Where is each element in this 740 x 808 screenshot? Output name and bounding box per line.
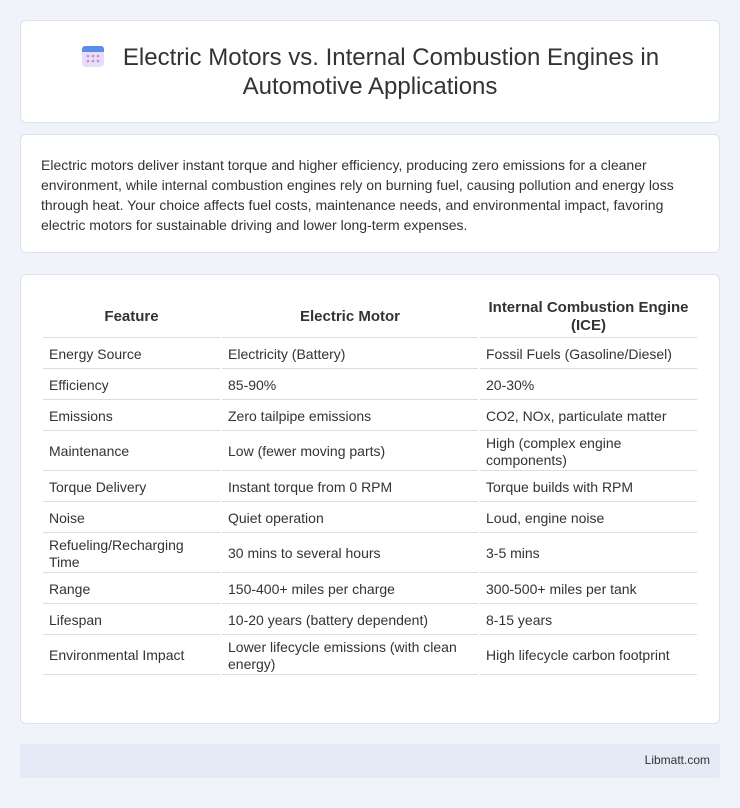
cell-ice: Fossil Fuels (Gasoline/Diesel) xyxy=(480,340,697,369)
cell-electric: Zero tailpipe emissions xyxy=(222,402,478,431)
table-row xyxy=(43,371,697,400)
cell-electric: Lower lifecycle emissions (with clean energy) xyxy=(222,637,478,675)
footer-site-link[interactable]: Libmatt.com xyxy=(644,753,710,767)
cell-ice: High lifecycle carbon footprint xyxy=(480,637,697,675)
cell-electric: Electricity (Battery) xyxy=(222,340,478,369)
cell-feature: Range xyxy=(43,575,220,604)
cell-electric: 85-90% xyxy=(222,371,478,400)
cell-electric: Instant torque from 0 RPM xyxy=(222,473,478,502)
title-card xyxy=(20,20,720,123)
cell-electric: 30 mins to several hours xyxy=(222,535,478,573)
cell-ice: 300-500+ miles per tank xyxy=(480,575,697,604)
title-line-2: Automotive Applications xyxy=(242,73,498,100)
comparison-table-card xyxy=(20,274,720,724)
cell-ice: Torque builds with RPM xyxy=(480,473,697,502)
footer-bar xyxy=(20,744,720,778)
cell-ice: CO2, NOx, particulate matter xyxy=(480,402,697,431)
table-row xyxy=(43,433,697,471)
cell-feature: Environmental Impact xyxy=(43,637,220,675)
intro-text: Electric motors deliver instant torque and higher efficiency, producing zero emissions for a cleaner environment, while internal combustion engines rely on burning fuel, causing pollution and energy loss through heat. Your choice affects fuel costs, maintenance needs, and environmental impact, favoring electric motors for sustainable driving and lower long-term expenses. xyxy=(41,157,674,233)
table-row xyxy=(43,402,697,431)
table-row xyxy=(43,575,697,604)
cell-feature: Lifespan xyxy=(43,606,220,635)
cell-ice: 20-30% xyxy=(480,371,697,400)
cell-feature: Efficiency xyxy=(43,371,220,400)
comparison-table xyxy=(41,295,699,677)
table-header-row xyxy=(43,297,697,338)
cell-feature: Torque Delivery xyxy=(43,473,220,502)
cell-ice: 8-15 years xyxy=(480,606,697,635)
table-row xyxy=(43,504,697,533)
cell-electric: Quiet operation xyxy=(222,504,478,533)
cell-ice: Loud, engine noise xyxy=(480,504,697,533)
cell-feature: Energy Source xyxy=(43,340,220,369)
cell-feature: Maintenance xyxy=(43,433,220,471)
cell-ice: 3-5 mins xyxy=(480,535,697,573)
cell-electric: Low (fewer moving parts) xyxy=(222,433,478,471)
cell-feature: Noise xyxy=(43,504,220,533)
table-row xyxy=(43,637,697,675)
intro-card xyxy=(20,134,720,253)
header-ice: Internal Combustion Engine (ICE) xyxy=(480,297,697,338)
table-row xyxy=(43,535,697,573)
table-row xyxy=(43,473,697,502)
title-line-1: Electric Motors vs. Internal Combustion Engines in xyxy=(122,44,660,71)
calendar-icon xyxy=(81,44,105,68)
cell-ice: High (complex engine components) xyxy=(480,433,697,471)
cell-electric: 10-20 years (battery dependent) xyxy=(222,606,478,635)
table-row xyxy=(43,340,697,369)
table-row xyxy=(43,606,697,635)
cell-feature: Emissions xyxy=(43,402,220,431)
cell-electric: 150-400+ miles per charge xyxy=(222,575,478,604)
page-title xyxy=(21,43,719,101)
header-electric-motor: Electric Motor xyxy=(222,297,478,338)
header-feature: Feature xyxy=(43,297,220,338)
cell-feature: Refueling/Recharging Time xyxy=(43,535,220,573)
